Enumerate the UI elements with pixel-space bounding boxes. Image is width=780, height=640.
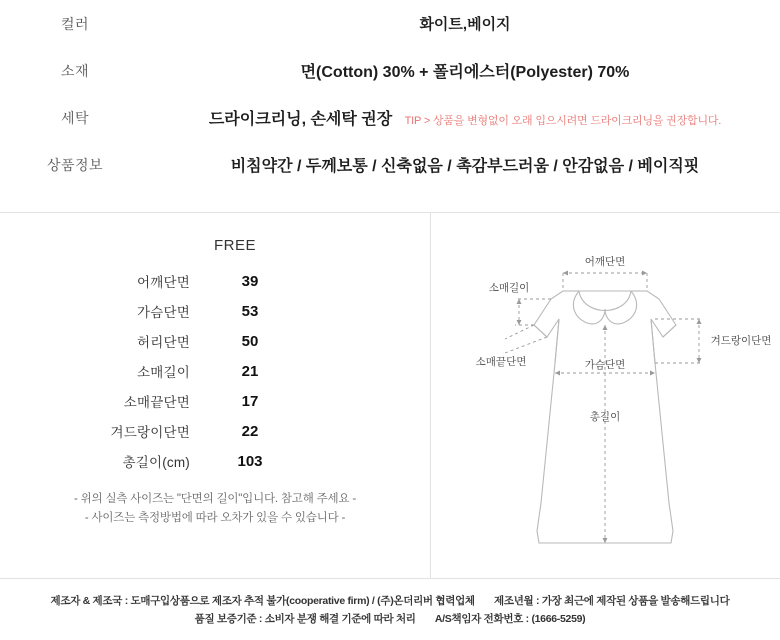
diagram-label-armhole: 겨드랑이단면 bbox=[710, 335, 772, 347]
spec-table bbox=[0, 0, 780, 188]
size-row bbox=[0, 296, 430, 326]
size-note-2: - 사이즈는 측정방법에 따라 오차가 있을 수 있습니다 - bbox=[84, 512, 346, 524]
spec-label-color: 컬러 bbox=[60, 15, 90, 32]
spec-value-wash bbox=[150, 94, 780, 141]
size-row bbox=[0, 266, 430, 296]
size-label-shoulder: 어깨단면 bbox=[137, 275, 190, 290]
diagram-label-sleeve-hem: 소매끝단면 bbox=[475, 356, 527, 368]
size-value-shoulder: 39 bbox=[241, 272, 259, 290]
size-label-chest: 가슴단면 bbox=[137, 305, 190, 320]
tip-text: 상품을 변형없이 오래 입으시려면 드라이크리닝을 권장합니다. bbox=[432, 115, 722, 127]
diagram-label-shoulder: 어깨단면 bbox=[584, 256, 626, 268]
size-value-sleeve-hem: 17 bbox=[241, 392, 259, 410]
spec-label-info: 상품정보 bbox=[46, 156, 104, 173]
size-label-armhole: 겨드랑이단면 bbox=[110, 425, 190, 440]
size-value-sleeve-length: 21 bbox=[241, 362, 259, 380]
wash-tip bbox=[405, 115, 722, 127]
size-table-block bbox=[0, 213, 430, 578]
footer-as-phone: A/S책임자 전화번호 : (1666-5259) bbox=[434, 613, 586, 625]
size-row bbox=[0, 356, 430, 386]
tip-arrow-icon: > bbox=[423, 115, 431, 127]
diagram-label-chest: 가슴단면 bbox=[584, 359, 626, 371]
size-row bbox=[0, 446, 430, 476]
size-column-header-free: FREE bbox=[213, 237, 256, 254]
size-value-chest: 53 bbox=[241, 302, 259, 320]
footer-line-2 bbox=[0, 610, 780, 628]
size-value-waist: 50 bbox=[241, 332, 259, 350]
footer-line-1 bbox=[0, 592, 780, 610]
size-notes bbox=[0, 490, 430, 528]
size-label-sleeve-length: 소매길이 bbox=[137, 365, 190, 380]
size-label-waist: 허리단면 bbox=[137, 335, 190, 350]
spec-row-material bbox=[0, 47, 780, 94]
footer-manufacturer: 제조자 & 제조국 : 도매구입상품으로 제조자 추적 불가(cooperative firm) / (주)온더리버 협력업체 bbox=[50, 595, 475, 607]
spec-label-wash: 세탁 bbox=[60, 109, 90, 126]
footer bbox=[0, 579, 780, 640]
size-label-sleeve-hem: 소매끝단면 bbox=[123, 395, 190, 410]
spec-row-wash bbox=[0, 94, 780, 141]
spec-value-color: 화이트,베이지 bbox=[419, 16, 511, 33]
garment-diagram bbox=[431, 213, 780, 578]
diagram-label-total-length: 총길이 bbox=[589, 411, 621, 423]
size-row bbox=[0, 326, 430, 356]
spec-label-material: 소재 bbox=[60, 62, 90, 79]
size-value-armhole: 22 bbox=[241, 422, 259, 440]
size-value-total-length: 103 bbox=[237, 452, 263, 470]
diagram-label-sleeve-length: 소매길이 bbox=[488, 282, 530, 294]
size-row bbox=[0, 416, 430, 446]
size-rows bbox=[0, 266, 430, 476]
size-note-1: - 위의 실측 사이즈는 "단면의 길이"입니다. 참고해 주세요 - bbox=[74, 493, 356, 505]
footer-manufacture-date: 제조년월 : 가장 최근에 제작된 상품을 발송해드립니다 bbox=[494, 595, 730, 607]
spec-value-material: 면(Cotton) 30% + 폴리에스터(Polyester) 70% bbox=[300, 64, 630, 81]
tip-badge: TIP bbox=[404, 115, 421, 127]
spec-row-color bbox=[0, 0, 780, 47]
size-row bbox=[0, 386, 430, 416]
footer-quality-warranty: 품질 보증기준 : 소비자 분쟁 해결 기준에 따라 처리 bbox=[194, 613, 416, 625]
spec-value-wash-text: 드라이크리닝, 손세탁 권장 bbox=[208, 111, 393, 128]
spec-value-info: 비침약간 / 두께보통 / 신축없음 / 촉감부드러움 / 안감없음 / 베이직핏 bbox=[230, 158, 700, 175]
size-label-total-length: 총길이(cm) bbox=[122, 455, 190, 470]
spec-row-info bbox=[0, 141, 780, 188]
size-table-header bbox=[0, 213, 430, 254]
